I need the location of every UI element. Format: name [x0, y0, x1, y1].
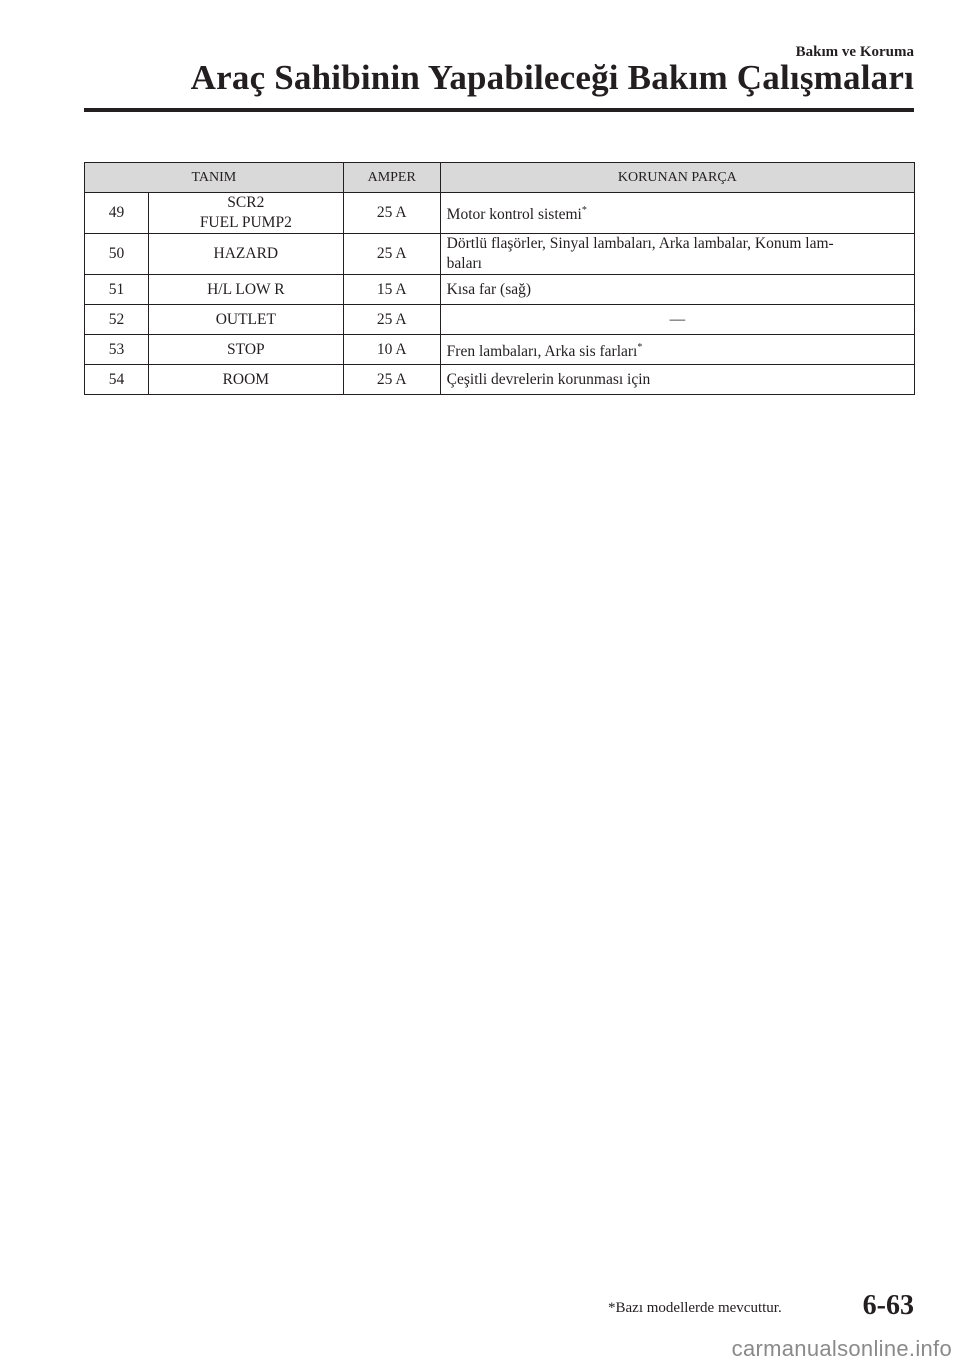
protected-component-text: Dörtlü flaşörler, Sinyal lambaları, Arka lambalar, Konum lam- [446, 235, 834, 252]
footnote: *Bazı modellerde mevcuttur. [608, 1300, 782, 1316]
fuse-number: 53 [85, 335, 149, 365]
fuse-number: 54 [85, 365, 149, 395]
header-divider [84, 108, 914, 112]
page-title: Araç Sahibinin Yapabileceği Bakım Çalışmaları [190, 58, 914, 97]
protected-component [440, 193, 914, 234]
fuse-name: H/L LOW R [148, 275, 343, 305]
footnote-marker: * [581, 205, 587, 216]
table-row [85, 193, 915, 234]
protected-component [440, 234, 914, 275]
fuse-number: 51 [85, 275, 149, 305]
fuse-name: ROOM [148, 365, 343, 395]
fuse-name [148, 193, 343, 234]
table-row [85, 335, 915, 365]
table-row [85, 275, 915, 305]
column-header-tanim: TANIM [85, 163, 344, 193]
fuse-table [84, 162, 915, 395]
fuse-name-line: FUEL PUMP2 [199, 214, 292, 231]
fuse-number: 49 [85, 193, 149, 234]
fuse-amperage: 15 A [343, 275, 440, 305]
protected-component-text: Motor kontrol sistemi [446, 206, 582, 223]
footnote-marker: * [637, 341, 643, 353]
protected-component-text: Fren lambaları, Arka sis farları [446, 342, 638, 360]
protected-component: Kısa far (sağ) [440, 275, 914, 305]
table-header-row [85, 163, 915, 193]
fuse-name: OUTLET [148, 305, 343, 335]
fuse-amperage: 25 A [343, 365, 440, 395]
column-header-korunan-parca: KORUNAN PARÇA [440, 163, 914, 193]
fuse-number: 52 [85, 305, 149, 335]
fuse-name-line: SCR2 [227, 194, 265, 211]
fuse-amperage: 25 A [343, 234, 440, 275]
protected-component [440, 335, 914, 365]
fuse-name: STOP [148, 335, 343, 365]
fuse-amperage: 10 A [343, 335, 440, 365]
watermark: carmanualsonline.info [731, 1336, 952, 1361]
column-header-amper: AMPER [343, 163, 440, 193]
section-title: Bakım ve Koruma [795, 44, 914, 60]
table-row [85, 305, 915, 335]
page-number: 6-63 [862, 1290, 914, 1321]
fuse-number: 50 [85, 234, 149, 275]
fuse-amperage: 25 A [343, 305, 440, 335]
table-row [85, 365, 915, 395]
fuse-name: HAZARD [148, 234, 343, 275]
fuse-amperage: 25 A [343, 193, 440, 234]
protected-component: — [440, 305, 914, 335]
protected-component: Çeşitli devrelerin korunması için [440, 365, 914, 395]
table-row [85, 234, 915, 275]
protected-component-text: baları [446, 255, 482, 272]
